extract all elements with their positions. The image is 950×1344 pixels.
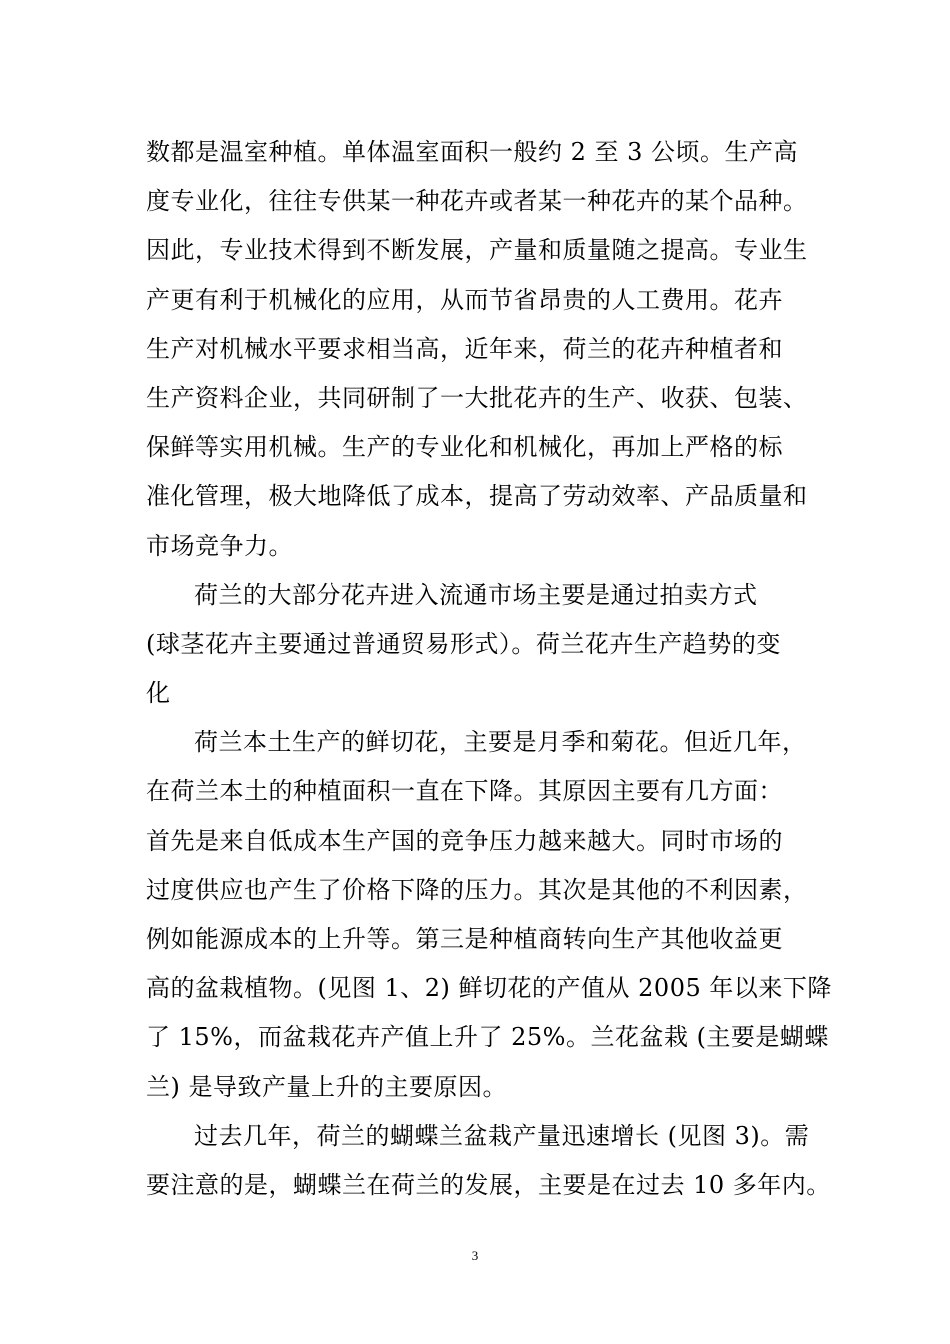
- text-line-21: 过去几年，荷兰的蝴蝶兰盆栽产量迅速增长 (见图 3)。需: [194, 1121, 810, 1150]
- text-line-6: 生产资料企业，共同研制了一大批花卉的生产、收获、包装、: [146, 383, 808, 412]
- text-line-22: 要注意的是，蝴蝶兰在荷兰的发展，主要是在过去 10 多年内。: [146, 1170, 831, 1199]
- text-line-2: 度专业化，往往专供某一种花卉或者某一种花卉的某个品种。: [146, 187, 808, 216]
- text-line-13: 荷兰本土生产的鲜切花，主要是月季和菊花。但近几年，: [194, 728, 807, 757]
- text-line-5: 生产对机械水平要求相当高，近年来，荷兰的花卉种植者和: [146, 334, 783, 363]
- text-line-19: 了 15%，而盆栽花卉产值上升了 25%。兰花盆栽 (主要是蝴蝶: [146, 1023, 829, 1052]
- text-line-12: 化: [146, 679, 171, 708]
- text-line-14: 在荷兰本土的种植面积一直在下降。其原因主要有几方面：: [146, 777, 783, 806]
- text-line-4: 产更有利于机械化的应用，从而节省昂贵的人工费用。花卉: [146, 285, 783, 314]
- text-line-15: 首先是来自低成本生产国的竞争压力越来越大。同时市场的: [146, 826, 783, 855]
- text-line-20: 兰) 是导致产量上升的主要原因。: [146, 1072, 507, 1101]
- text-line-10: 荷兰的大部分花卉进入流通市场主要是通过拍卖方式: [194, 580, 758, 609]
- body-text: [146, 128, 832, 1210]
- text-line-3: 因此，专业技术得到不断发展，产量和质量随之提高。专业生: [146, 236, 808, 265]
- text-line-7: 保鲜等实用机械。生产的专业化和机械化，再加上严格的标: [146, 433, 783, 462]
- text-line-1: 数都是温室种植。单体温室面积一般约 2 至 3 公顷。生产高: [146, 138, 799, 166]
- text-line-18: 高的盆栽植物。(见图 1、2) 鲜切花的产值从 2005 年以来下降: [146, 974, 832, 1003]
- page-number: 3: [471, 1248, 479, 1263]
- text-line-17: 例如能源成本的上升等。第三是种植商转向生产其他收益更: [146, 925, 783, 953]
- text-line-16: 过度供应也产生了价格下降的压力。其次是其他的不利因素，: [146, 875, 808, 904]
- text-line-11: (球茎花卉主要通过普通贸易形式）。荷兰花卉生产趋势的变: [146, 629, 781, 658]
- text-line-9: 市场竞争力。: [146, 531, 293, 560]
- text-line-8: 准化管理，极大地降低了成本，提高了劳动效率、产品质量和: [146, 482, 808, 511]
